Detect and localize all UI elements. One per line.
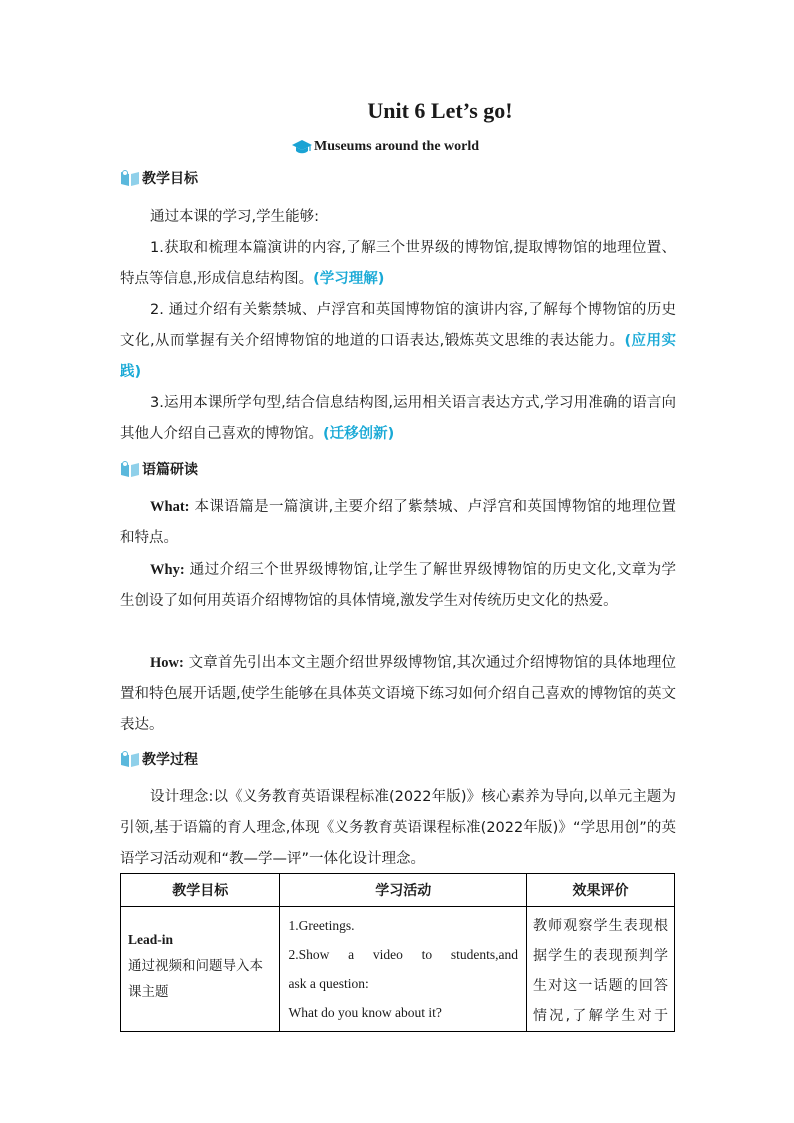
lesson-table — [120, 873, 675, 1032]
unit-title: Unit 6 Let’s go! — [367, 98, 513, 123]
table-header-row — [121, 874, 675, 907]
evaluation-line: 教师观察学生表现根 — [532, 918, 668, 934]
lead-in-label: Lead-in — [128, 932, 174, 947]
book-icon — [120, 169, 140, 187]
goal-text: 2. 通过介绍有关紫禁城、卢浮宫和英国博物馆的演讲内容,了解每个博物馆的历史文化,从而掌握有关介绍博物馆的地道的口语表达,锻炼英文思维的表达能力。 — [120, 302, 676, 349]
goal-cell-text: 通过视频和问题导入本课主题 — [128, 958, 263, 1000]
goal-cell — [121, 907, 280, 1032]
goal-tag: (迁移创新) — [323, 426, 395, 442]
reading-why — [120, 555, 676, 617]
goal-text: 1.获取和梳理本篇演讲的内容,了解三个世界级的博物馆,提取博物馆的地理位置、特点等信息,形成信息结构图。 — [120, 240, 676, 287]
table-row — [121, 907, 675, 1032]
activity-line: 2.Show a video to students,and — [288, 947, 518, 962]
evaluation-line: 生对这一话题的回答 — [532, 978, 668, 994]
how-text: 文章首先引出本文主题介绍世界级博物馆,其次通过介绍博物馆的具体地理位置和特色展开话题,使学生能够在具体英文语境下练习如何介绍自己喜欢的博物馆的英文表达。 — [120, 655, 677, 733]
section-heading-process — [120, 749, 198, 769]
goals-intro: 通过本课的学习,学生能够: — [150, 209, 319, 225]
goal-item-3 — [120, 388, 676, 450]
what-text: 本课语篇是一篇演讲,主要介绍了紫禁城、卢浮宫和英国博物馆的地理位置和特点。 — [120, 499, 677, 546]
goal-text: 3.运用本课所学句型,结合信息结构图,运用相关语言表达方式,学习用准确的语言向其他人介绍自己喜欢的博物馆。 — [120, 395, 676, 442]
goal-item-2 — [120, 295, 676, 388]
column-header: 教学目标 — [121, 874, 280, 907]
evaluation-line: 情况,了解学生对于 — [532, 1008, 668, 1024]
graduation-cap-icon — [292, 138, 312, 156]
evaluation-line: 据学生的表现预判学 — [532, 948, 668, 964]
what-label: What: — [150, 499, 190, 515]
column-header: 效果评价 — [526, 874, 674, 907]
activity-line: What do you know about it? — [288, 1005, 442, 1020]
section-heading-goals — [120, 168, 198, 188]
why-label: Why: — [150, 562, 185, 578]
book-icon — [120, 750, 140, 768]
section-title: 教学目标 — [142, 171, 198, 187]
lesson-subtitle — [292, 138, 479, 156]
reading-what — [120, 492, 676, 554]
activity-cell — [280, 907, 527, 1032]
subtitle-text: Museums around the world — [314, 139, 480, 154]
goal-tag: (应用实践) — [120, 333, 676, 380]
activity-line: ask a question: — [288, 976, 369, 991]
evaluation-cell — [526, 907, 674, 1032]
book-icon — [120, 460, 140, 478]
activity-line: 1.Greetings. — [288, 918, 355, 933]
why-text: 通过介绍三个世界级博物馆,让学生了解世界级博物馆的历史文化,文章为学生创设了如何用英语介绍博物馆的具体情境,激发学生对传统历史文化的热爱。 — [120, 562, 677, 609]
goal-tag: (学习理解) — [313, 271, 385, 287]
design-concept: 设计理念:以《义务教育英语课程标准(2022年版)》核心素养为导向,以单元主题为引领,基于语篇的育人理念,体现《义务教育英语课程标准(2022年版)》“学思用创”的英语学习活动观和“教—学—评”一体化设计理念。 — [120, 789, 676, 867]
section-title: 教学过程 — [142, 752, 198, 768]
reading-how — [120, 648, 676, 741]
column-header: 学习活动 — [280, 874, 527, 907]
goal-item-1 — [120, 233, 676, 295]
how-label: How: — [150, 655, 184, 671]
section-title: 语篇研读 — [142, 462, 198, 478]
section-heading-reading — [120, 459, 198, 479]
